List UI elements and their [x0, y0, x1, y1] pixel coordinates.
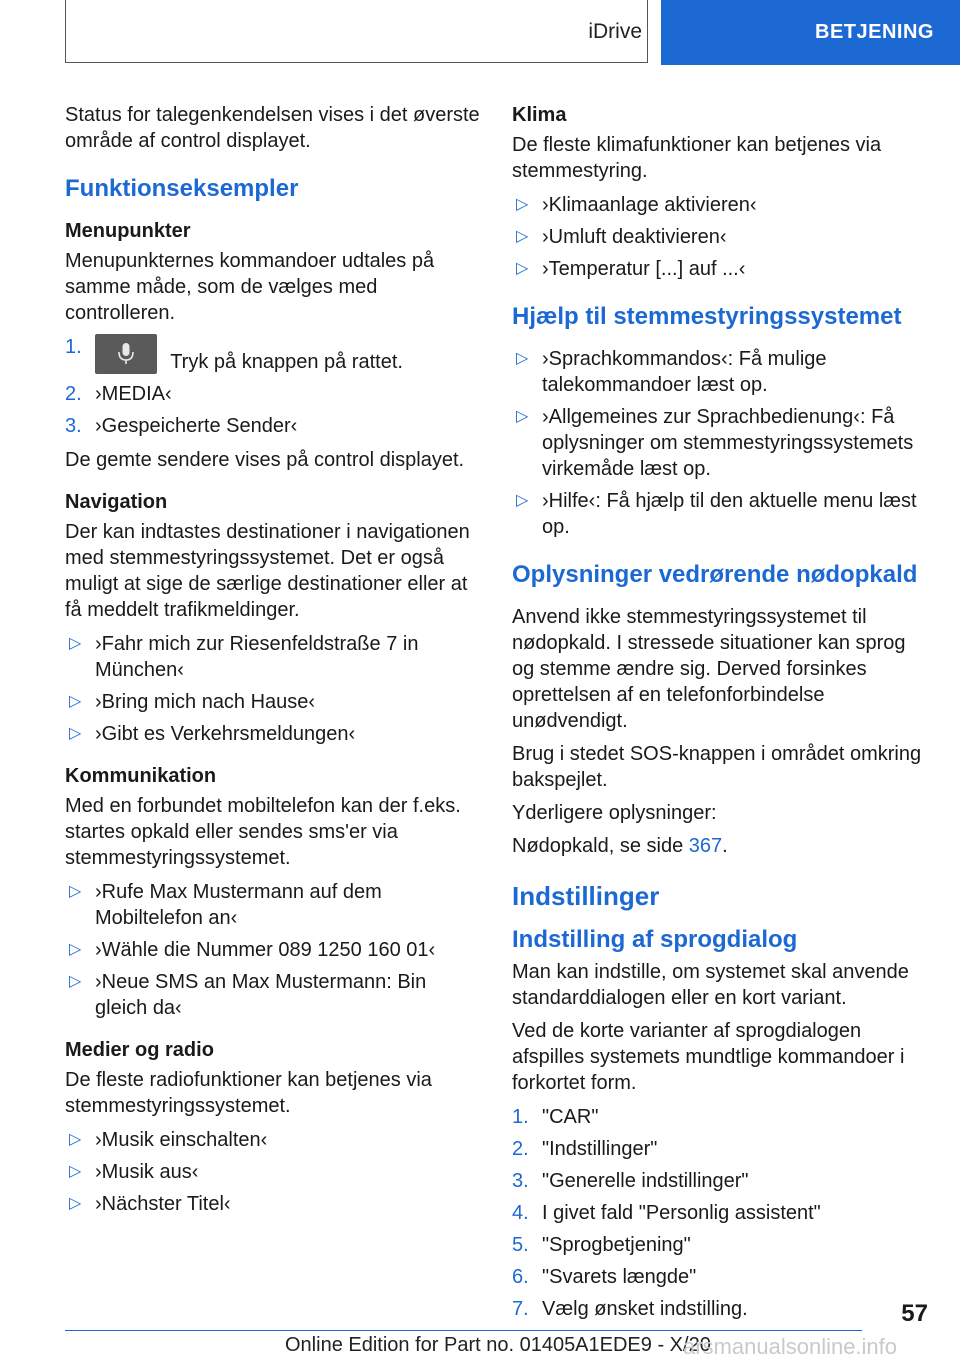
heading-emergency: Oplysninger vedrørende nødopkald — [512, 561, 918, 588]
footer-edition: Online Edition for Part no. 01405A1EDE9 - X/20 — [285, 1334, 711, 1356]
settings-text-2: Ved de korte varianter af sprogdialogen afspilles systemets mundtlige kommandoer i forkortet form. — [512, 1020, 905, 1094]
list-item — [512, 488, 927, 540]
list-item-text: ›Musik einschalten‹ — [95, 1129, 268, 1151]
step-number: 2. — [512, 1138, 529, 1160]
menu-steps — [65, 334, 480, 439]
media-text: De fleste radiofunktioner kan betjenes via stemmestyringssystemet. — [65, 1069, 432, 1117]
triangle-bullet-icon: ▷ — [516, 196, 529, 213]
menu-text: Menupunkternes kommandoer udtales på samme måde, som de vælges med controlleren. — [65, 250, 435, 324]
left-column — [65, 102, 480, 1225]
settings-text-1: Man kan indstille, om systemet skal anvende standarddialogen eller en kort variant. — [512, 961, 909, 1009]
step-number: 1. — [65, 336, 82, 358]
list-item-text: ›Neue SMS an Max Mustermann: Bin gleich da‹ — [95, 971, 427, 1019]
step-text: "Sprogbetjening" — [542, 1234, 691, 1256]
list-item — [65, 381, 480, 407]
emergency-text-1: Anvend ikke stemmestyringssystemet til nødopkald. I stressede situationer kan sprog og stemme ændre sig. Derved forsinkes oprettelsen af en telefonforbindelse unødvendigt. — [512, 606, 906, 732]
list-item-text: ›Nächster Titel‹ — [95, 1193, 231, 1215]
list-item-text: ›Musik aus‹ — [95, 1161, 199, 1183]
step-text: ›Gespeicherte Sender‹ — [95, 415, 298, 437]
page-number: 57 — [901, 1300, 928, 1327]
list-item — [65, 937, 480, 963]
header-section-title: iDrive — [588, 19, 642, 43]
menu-after-text: De gemte sendere vises på control displayet. — [65, 449, 465, 471]
list-item — [65, 721, 480, 747]
step-number: 4. — [512, 1202, 529, 1224]
step-number: 6. — [512, 1266, 529, 1288]
step-text: "Svarets længde" — [542, 1266, 697, 1288]
heading-funktionseksempler: Funktionseksempler — [65, 175, 299, 202]
list-item-text: ›Klimaanlage aktivieren‹ — [542, 194, 757, 216]
heading-klima: Klima — [512, 104, 567, 126]
header-chapter-tab: BETJENING — [661, 0, 960, 65]
step-text: "Indstillinger" — [542, 1138, 658, 1160]
step-text: "Generelle indstillinger" — [542, 1170, 749, 1192]
list-item — [65, 413, 480, 439]
triangle-bullet-icon: ▷ — [516, 228, 529, 245]
triangle-bullet-icon: ▷ — [69, 693, 82, 710]
voice-button-icon — [95, 334, 157, 374]
list-item — [512, 224, 927, 250]
list-item — [65, 334, 480, 375]
emergency-text-3: Yderligere oplysninger: — [512, 802, 717, 824]
step-number: 3. — [512, 1170, 529, 1192]
list-item-text: ›Gibt es Verkehrsmeldungen‹ — [95, 723, 356, 745]
help-list — [512, 346, 927, 540]
klima-list — [512, 192, 927, 282]
step-number: 3. — [65, 415, 82, 437]
step-text: Tryk på knappen på rattet. — [170, 351, 403, 373]
triangle-bullet-icon: ▷ — [516, 260, 529, 277]
list-item — [65, 1191, 480, 1217]
list-item — [512, 1264, 927, 1290]
list-item-text: ›Wähle die Nummer 089 1250 160 01‹ — [95, 939, 436, 961]
list-item — [65, 689, 480, 715]
list-item — [65, 1127, 480, 1153]
heading-indstillinger: Indstillinger — [512, 881, 660, 911]
list-item — [512, 1200, 927, 1226]
step-number: 5. — [512, 1234, 529, 1256]
heading-navigation: Navigation — [65, 491, 168, 513]
triangle-bullet-icon: ▷ — [69, 635, 82, 652]
step-text: I givet fald "Personlig assistent" — [542, 1202, 821, 1224]
triangle-bullet-icon: ▷ — [69, 973, 82, 990]
media-list — [65, 1127, 480, 1217]
right-column — [512, 102, 927, 1330]
list-item — [512, 346, 927, 398]
triangle-bullet-icon: ▷ — [516, 350, 529, 367]
triangle-bullet-icon: ▷ — [516, 408, 529, 425]
list-item — [65, 969, 480, 1021]
heading-help: Hjælp til stemmestyringssystemet — [512, 303, 902, 330]
settings-steps — [512, 1104, 927, 1322]
list-item — [512, 1232, 927, 1258]
list-item — [512, 1168, 927, 1194]
emergency-reference — [512, 833, 927, 859]
triangle-bullet-icon: ▷ — [69, 1163, 82, 1180]
reference-text: Nødopkald, se side — [512, 835, 689, 857]
footer-divider — [65, 1330, 862, 1331]
triangle-bullet-icon: ▷ — [69, 883, 82, 900]
emergency-text-2: Brug i stedet SOS-knappen i området omkring bakspejlet. — [512, 743, 922, 791]
navigation-list — [65, 631, 480, 747]
list-item-text: ›Umluft deaktivieren‹ — [542, 226, 727, 248]
triangle-bullet-icon: ▷ — [516, 492, 529, 509]
triangle-bullet-icon: ▷ — [69, 725, 82, 742]
heading-menupunkter: Menupunkter — [65, 220, 191, 242]
list-item — [512, 1296, 927, 1322]
communication-text: Med en forbundet mobiltelefon kan der f.eks. startes opkald eller sendes sms'er via stemmestyringssystemet. — [65, 795, 461, 869]
heading-medier-og-radio: Medier og radio — [65, 1039, 214, 1061]
list-item-text: ›Sprachkommandos‹: Få mulige talekommandoer læst op. — [542, 348, 827, 396]
step-text: "CAR" — [542, 1106, 599, 1128]
list-item-text: ›Fahr mich zur Riesenfeldstraße 7 in München‹ — [95, 633, 419, 681]
step-number: 2. — [65, 383, 82, 405]
list-item-text: ›Hilfe‹: Få hjælp til den aktuelle menu læst op. — [542, 490, 917, 538]
list-item-text: ›Temperatur [...] auf ...‹ — [542, 258, 746, 280]
list-item-text: ›Allgemeines zur Sprachbedienung‹: Få oplysninger om stemmestyringssystemets virkemåde læst op. — [542, 406, 914, 480]
step-text: Vælg ønsket indstilling. — [542, 1298, 748, 1320]
list-item — [65, 631, 480, 683]
list-item — [512, 1136, 927, 1162]
triangle-bullet-icon: ▷ — [69, 1195, 82, 1212]
intro-text: Status for talegenkendelsen vises i det øverste område af control displayet. — [65, 104, 480, 152]
heading-sprogdialog: Indstilling af sprogdialog — [512, 926, 798, 953]
reference-suffix: . — [722, 835, 728, 857]
klima-text: De fleste klimafunktioner kan betjenes via stemmestyring. — [512, 134, 882, 182]
navigation-text: Der kan indtastes destinationer i navigationen med stemmestyringssystemet. Det er også muligt at sige de særlige destinationer eller at få meddelt trafikmeldinger. — [65, 521, 470, 621]
list-item — [65, 879, 480, 931]
triangle-bullet-icon: ▷ — [69, 941, 82, 958]
watermark: arsmanualsonline.info — [683, 1334, 898, 1359]
list-item — [512, 256, 927, 282]
step-number: 1. — [512, 1106, 529, 1128]
heading-kommunikation: Kommunikation — [65, 765, 217, 787]
triangle-bullet-icon: ▷ — [69, 1131, 82, 1148]
list-item — [512, 1104, 927, 1130]
list-item — [65, 1159, 480, 1185]
list-item-text: ›Bring mich nach Hause‹ — [95, 691, 316, 713]
step-text: ›MEDIA‹ — [95, 383, 172, 405]
list-item — [512, 404, 927, 482]
step-number: 7. — [512, 1298, 529, 1320]
list-item-text: ›Rufe Max Mustermann auf dem Mobiltelefon an‹ — [95, 881, 382, 929]
page-reference-link[interactable]: 367 — [688, 835, 723, 857]
communication-list — [65, 879, 480, 1021]
list-item — [512, 192, 927, 218]
